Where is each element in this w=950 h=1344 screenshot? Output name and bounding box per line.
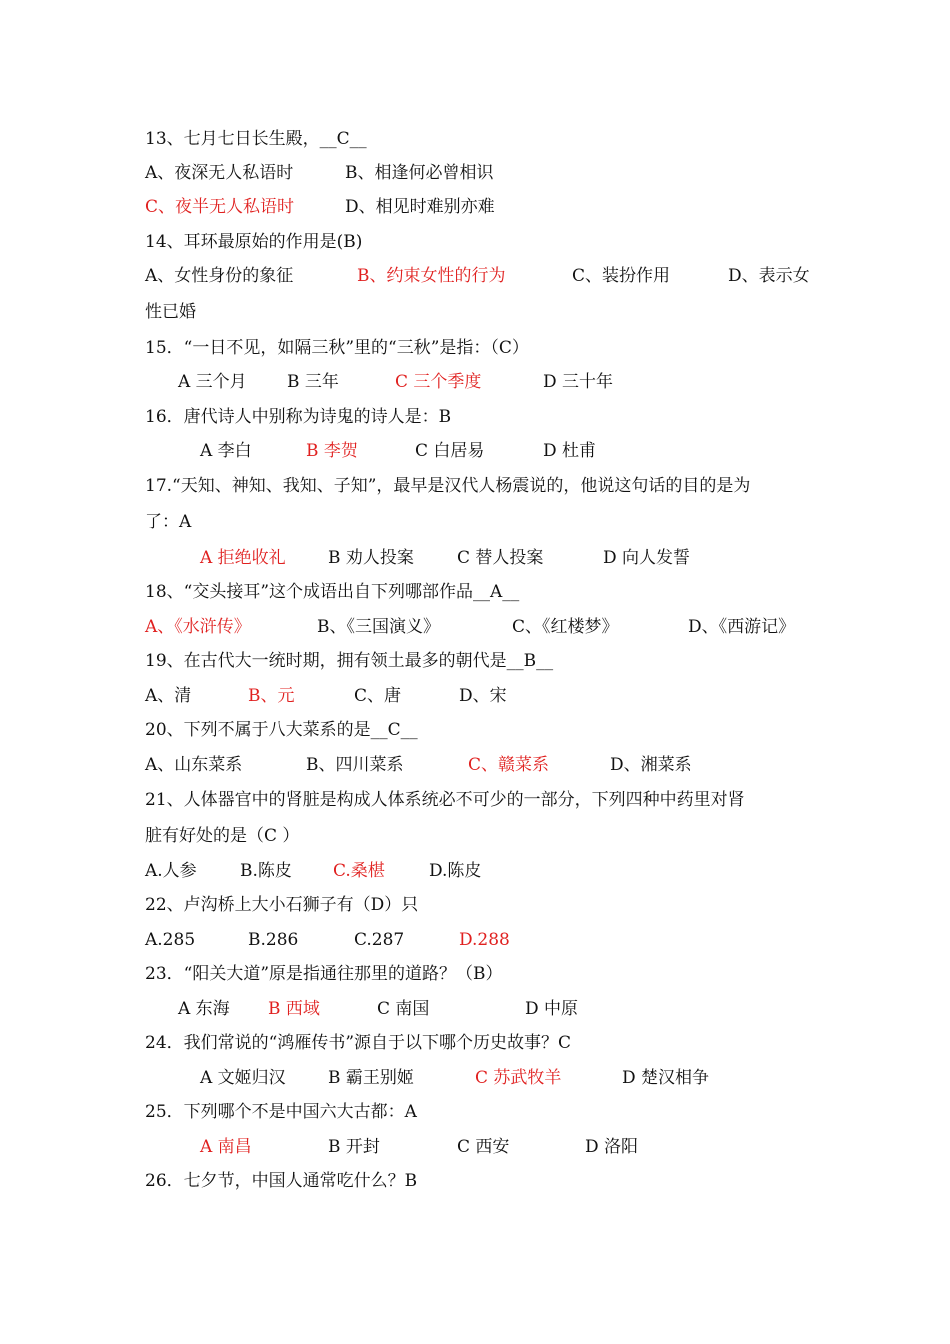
answer-text: C.桑椹 [333,861,385,881]
text-segment: 25．下列哪个不是中国六大古都：A [145,1102,417,1122]
text-segment: C.287 [354,930,405,950]
text-segment: B.286 [248,930,299,950]
text-segment: D 杜甫 [543,441,597,461]
text-segment: 13、七月七日长生殿，__C__ [145,129,367,149]
text-segment: D 三十年 [543,372,614,392]
text-segment: D 洛阳 [585,1137,639,1157]
text-segment: 26．七夕节，中国人通常吃什么？B [145,1171,418,1191]
text-segment: 19、在古代大一统时期，拥有领土最多的朝代是__B__ [145,651,554,671]
text-segment: B.陈皮 [240,861,292,881]
text-segment: A、清 [145,686,192,706]
text-segment: C 西安 [457,1137,510,1157]
answer-text: C、夜半无人私语时 [145,197,295,217]
text-segment: A、夜深无人私语时 [145,163,294,183]
text-segment: 24．我们常说的“鸿雁传书”源自于以下哪个历史故事？C [145,1033,572,1053]
text-segment: 16．唐代诗人中别称为诗鬼的诗人是：B [145,407,452,427]
text-segment: C 替人投案 [457,548,544,568]
text-segment: A 三个月 [178,372,247,392]
answer-text: B 西域 [268,999,320,1019]
text-segment: B 劝人投案 [328,548,414,568]
text-segment: A 李白 [200,441,252,461]
text-segment: A 东海 [178,999,230,1019]
text-segment: 21、人体器官中的肾脏是构成人体系统必不可少的一部分，下列四种中药里对肾 [145,790,745,810]
text-segment: D、相见时难别亦难 [345,197,495,217]
text-segment: A 文姬归汉 [200,1068,286,1088]
answer-text: C、赣菜系 [468,755,550,775]
answer-text: A 南昌 [200,1137,252,1157]
text-segment: A.285 [145,930,196,950]
answer-text: B、约束女性的行为 [357,266,506,286]
text-segment: B、四川菜系 [306,755,404,775]
text-segment: B 开封 [328,1137,380,1157]
answer-text: A 拒绝收礼 [200,548,286,568]
text-segment: 了：A [145,512,192,532]
text-segment: 18、“交头接耳”这个成语出自下列哪部作品__A__ [145,582,520,602]
text-segment: D 楚汉相争 [622,1068,710,1088]
text-segment: A、女性身份的象征 [145,266,294,286]
text-segment: C、装扮作用 [572,266,671,286]
answer-text: D.288 [459,930,510,950]
text-segment: D、《西游记》 [688,617,796,637]
text-segment: B 三年 [287,372,339,392]
text-segment: C、唐 [354,686,402,706]
text-segment: D、湘菜系 [610,755,692,775]
text-segment: D、表示女 [728,266,810,286]
text-segment: 性已婚 [145,302,196,322]
text-segment: 22、卢沟桥上大小石狮子有（D）只 [145,895,419,915]
answer-text: C 苏武牧羊 [475,1068,562,1088]
text-segment: 14、耳环最原始的作用是(B) [145,232,363,252]
text-segment: A.人参 [145,861,197,881]
text-segment: B 霸王别姬 [328,1068,414,1088]
text-segment: C 白居易 [415,441,485,461]
answer-text: B、元 [248,686,295,706]
text-segment: C 南国 [377,999,430,1019]
text-segment: B、《三国演义》 [317,617,440,637]
text-segment: 15．“一日不见，如隔三秋”里的“三秋”是指：（C） [145,338,529,358]
text-segment: C、《红楼梦》 [512,617,619,637]
text-segment: D 向人发誓 [603,548,691,568]
text-segment: D.陈皮 [429,861,482,881]
text-segment: 23．“阳关大道”原是指通往那里的道路？（B） [145,964,503,984]
text-segment: D、宋 [459,686,507,706]
answer-text: A、《水浒传》 [145,617,251,637]
answer-text: B 李贺 [306,441,358,461]
answer-text: C 三个季度 [395,372,482,392]
text-segment: A、山东菜系 [145,755,243,775]
text-segment: B、相逢何必曾相识 [345,163,494,183]
text-segment: 17.“天知、神知、我知、子知”，最早是汉代人杨震说的，他说这句话的目的是为 [145,476,751,496]
text-segment: D 中原 [525,999,579,1019]
text-segment: 20、下列不属于八大菜系的是__C__ [145,720,418,740]
text-segment: 脏有好处的是（C ） [145,826,300,846]
